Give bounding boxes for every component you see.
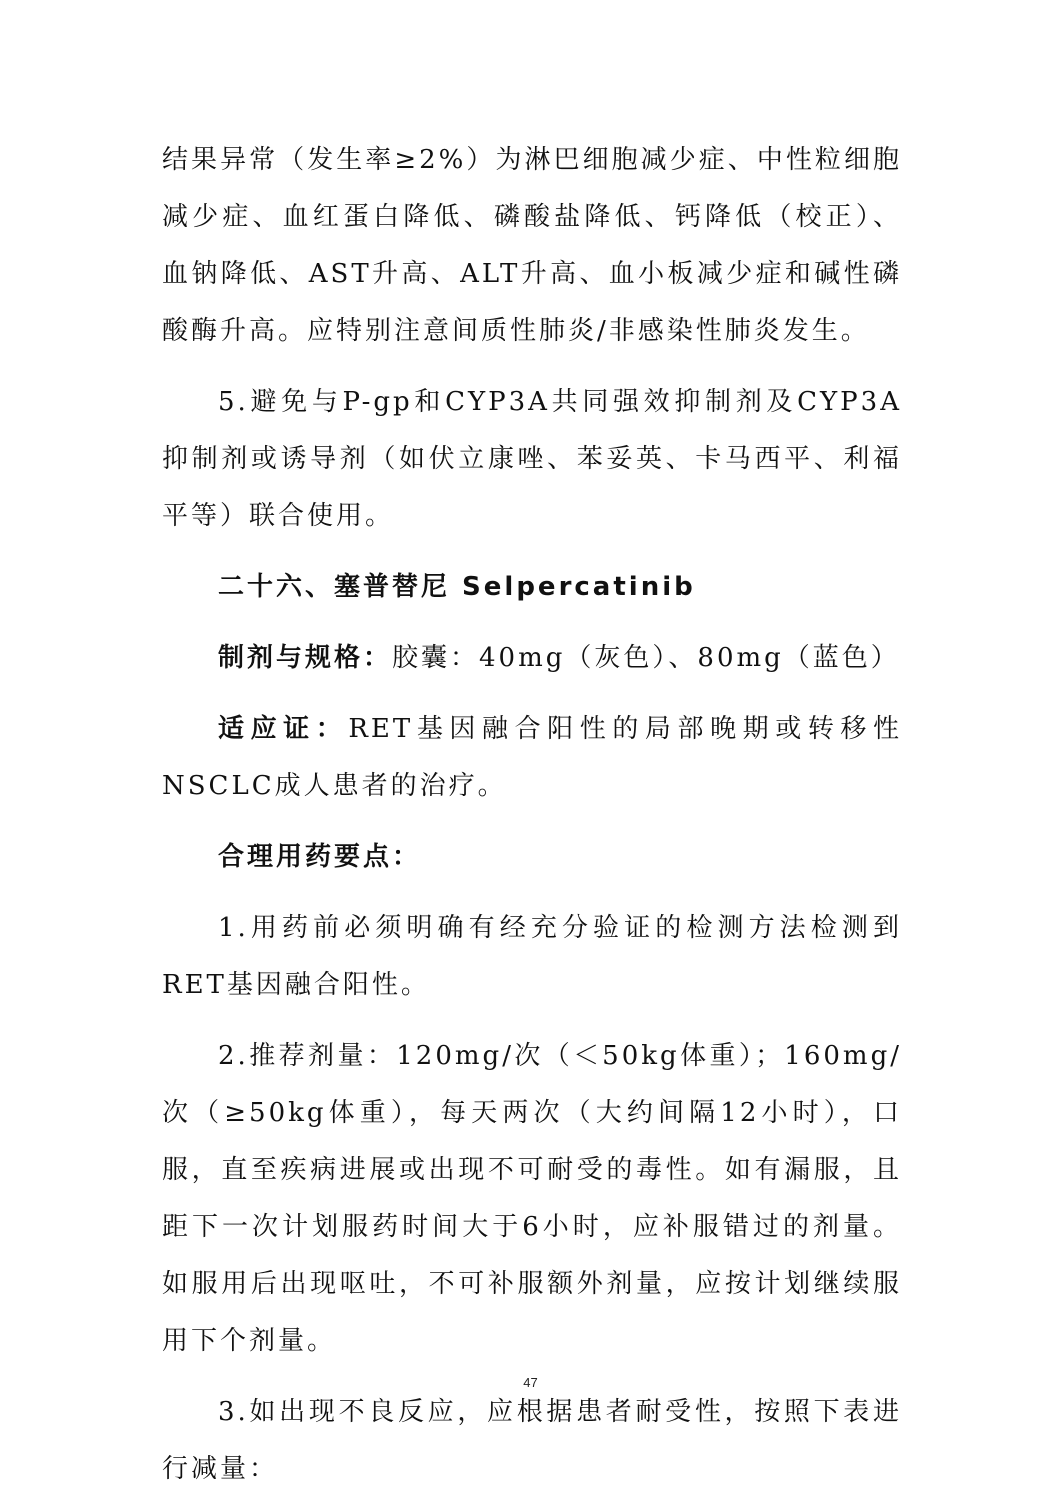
indication-paragraph [162, 701, 902, 815]
rational-use-item-1: 1.用药前必须明确有经充分验证的检测方法检测到RET基因融合阳性。 [162, 913, 902, 1000]
formulation-paragraph [162, 630, 902, 687]
indication-label: 适应证： [218, 714, 349, 744]
indication-text: RET基因融合阳性的局部晚期或转移性NSCLC成人患者的治疗。 [162, 714, 902, 801]
paragraph-adverse-lab: 结果异常（发生率≥2%）为淋巴细胞减少症、中性粒细胞减少症、血红蛋白降低、磷酸盐降低、钙降低（校正）、血钠降低、AST升高、ALT升高、血小板减少症和碱性磷酸酶升高。应特别注意间质性肺炎/非感染性肺炎发生。 [162, 145, 902, 346]
page-number: 47 [523, 1375, 538, 1390]
paragraph-drug-interaction: 5.避免与P-gp和CYP3A共同强效抑制剂及CYP3A抑制剂或诱导剂（如伏立康唑、苯妥英、卡马西平、利福平等）联合使用。 [162, 387, 902, 531]
rational-use-item-2: 2.推荐剂量：120mg/次（＜50kg体重）；160mg/次（≥50kg体重），每天两次（大约间隔12小时），口服，直至疾病进展或出现不可耐受的毒性。如有漏服，且距下一次计划服药时间大于6小时，应补服错过的剂量。如服用后出现呕吐，不可补服额外剂量，应按计划继续服用下个剂量。 [162, 1041, 902, 1356]
rational-use-heading: 合理用药要点： [218, 842, 422, 872]
document-body [162, 132, 902, 1512]
formulation-text: 胶囊：40mg（灰色）、80mg（蓝色） [392, 643, 900, 673]
formulation-label: 制剂与规格： [218, 643, 393, 673]
section-title: 二十六、塞普替尼 Selpercatinib [218, 572, 696, 602]
rational-use-item-3: 3.如出现不良反应，应根据患者耐受性，按照下表进行减量： [162, 1397, 902, 1484]
